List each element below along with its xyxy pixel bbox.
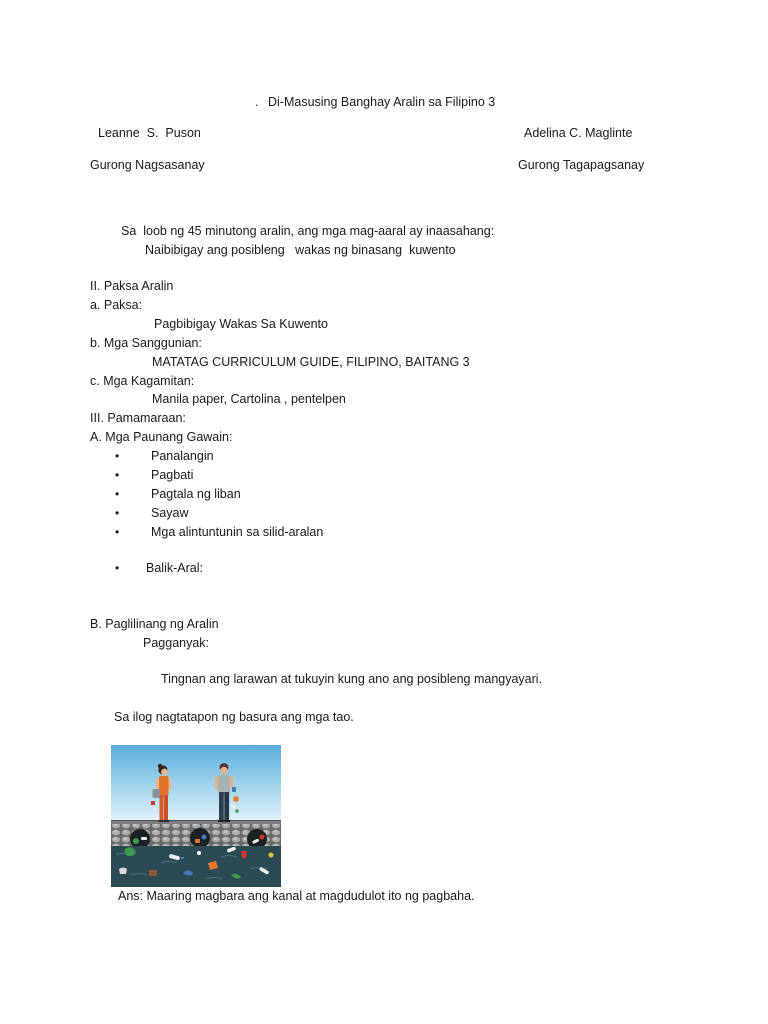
list-item: Panalangin	[151, 449, 214, 463]
list-item: Sayaw	[151, 506, 189, 520]
list-item: Pagtala ng liban	[151, 487, 241, 501]
title-mark: .	[255, 95, 259, 109]
paksa-value: Pagbibigay Wakas Sa Kuwento	[154, 317, 328, 331]
sanggunian-label: b. Mga Sanggunian:	[90, 336, 202, 350]
sanggunian-value: MATATAG CURRICULUM GUIDE, FILIPINO, BAITANG 3	[152, 355, 470, 369]
paunang-gawain-heading: A. Mga Paunang Gawain:	[90, 430, 233, 444]
pagganyak-label: Pagganyak:	[143, 636, 210, 650]
paglilinang-heading: B. Paglilinang ng Aralin	[90, 617, 219, 631]
section-heading-paksa-aralin: II. Paksa Aralin	[90, 279, 174, 293]
bullet-icon: •	[115, 468, 120, 482]
objectives-intro: Sa loob ng 45 minutong aralin, ang mga mag-aaral ay inaasahang:	[121, 224, 495, 238]
cooperating-teacher-role: Gurong Tagapagsanay	[518, 158, 645, 172]
objective-item: Naibibigay ang posibleng wakas ng binasang kuwento	[145, 243, 456, 257]
kagamitan-value: Manila paper, Cartolina , pentelpen	[152, 392, 346, 406]
answer-text: Ans: Maaring magbara ang kanal at magdudulot ito ng pagbaha.	[118, 889, 475, 903]
list-item: Pagbati	[151, 468, 194, 482]
student-teacher-name: Leanne S. Puson	[98, 126, 201, 140]
bullet-icon: •	[115, 525, 120, 539]
balik-aral-label: Balik-Aral:	[146, 561, 203, 575]
water	[111, 846, 281, 887]
cooperating-teacher-name: Adelina C. Maglinte	[524, 126, 633, 140]
section-heading-pamamaraan: III. Pamamaraan:	[90, 411, 186, 425]
document-title: Di-Masusing Banghay Aralin sa Filipino 3	[268, 95, 496, 109]
kagamitan-label: c. Mga Kagamitan:	[90, 374, 195, 388]
picture-sentence: Sa ilog nagtatapon ng basura ang mga tao.	[114, 710, 354, 724]
bullet-icon: •	[115, 561, 120, 575]
picture-instruction: Tingnan ang larawan at tukuyin kung ano ang posibleng mangyayari.	[161, 672, 543, 686]
bullet-icon: •	[115, 487, 120, 501]
bullet-icon: •	[115, 506, 120, 520]
sky	[111, 745, 281, 823]
list-item: Mga alintuntunin sa silid-aralan	[151, 525, 324, 539]
bullet-icon: •	[115, 449, 120, 463]
river-pollution-illustration	[111, 745, 281, 887]
paksa-label: a. Paksa:	[90, 298, 143, 312]
student-teacher-role: Gurong Nagsasanay	[90, 158, 205, 172]
